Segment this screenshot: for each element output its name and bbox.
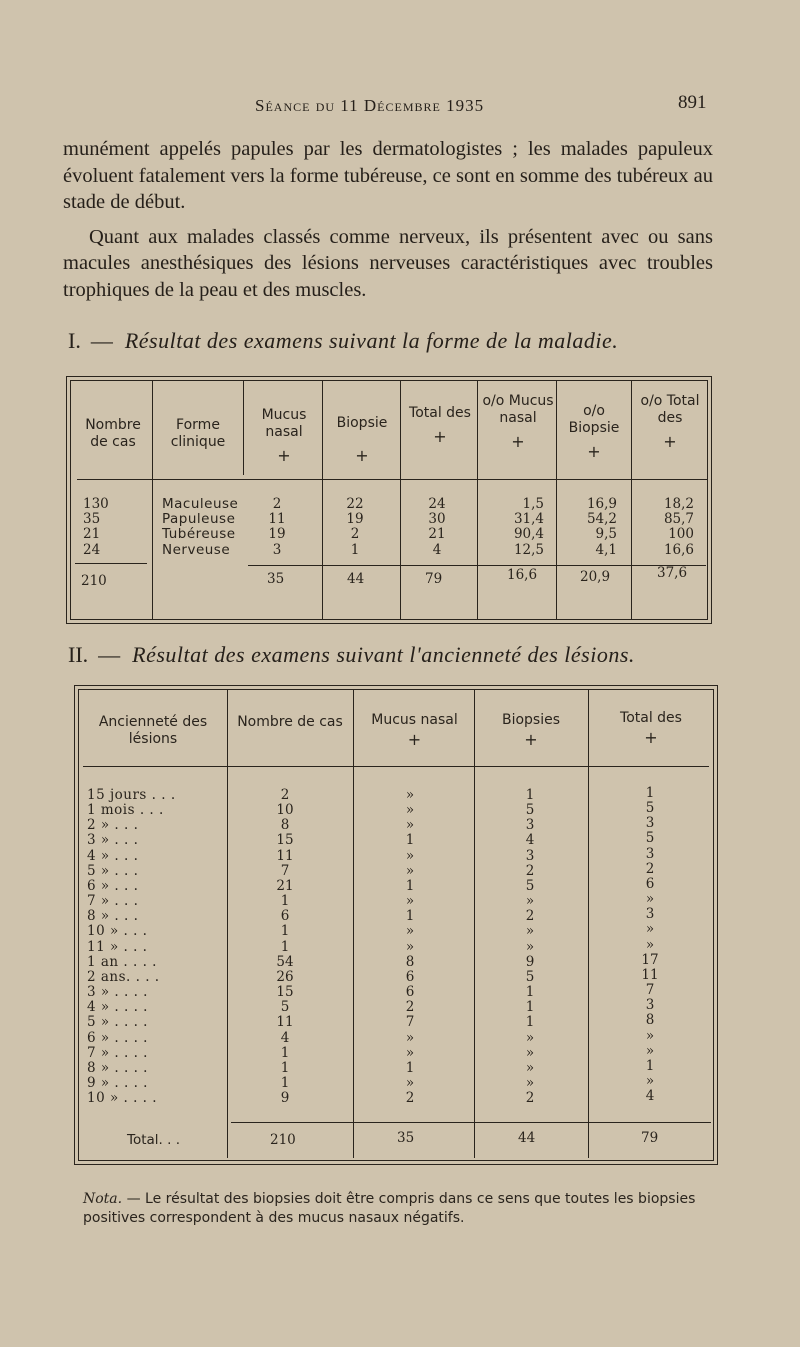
table-cell: 3 » . . . . <box>87 984 148 1001</box>
table2-header-nombre: Nombre de cas <box>237 714 343 730</box>
table-cell: 1 an . . . . <box>87 953 157 970</box>
table-cell: 1 <box>280 1059 290 1076</box>
table-cell: 3 <box>645 815 655 832</box>
section-2-numeral: II. <box>68 642 89 667</box>
paragraph-1: munément appelés papules par les dermatologistes ; les malades papuleux évoluent fatalement vers la forme tubéreuse, ce sont en somme des tubéreux au stade de début. <box>63 138 713 213</box>
page-number: 891 <box>678 92 707 113</box>
table-cell: » <box>645 1072 655 1089</box>
table1-total-rule <box>75 563 147 564</box>
table-cell: 21 <box>276 877 294 894</box>
table-cell: » <box>525 1074 535 1091</box>
table-cell: 1,5 <box>522 496 544 512</box>
table-cell: 1 <box>350 541 360 558</box>
table-cell: 4 <box>280 1029 290 1046</box>
table-cell: 15 <box>276 832 294 849</box>
table-cell: 19 <box>268 526 286 543</box>
table-cell: 5 <box>525 802 535 819</box>
table2-col-nombre <box>255 788 315 1106</box>
table1-col-divider <box>243 381 244 475</box>
table-cell: 11 <box>641 966 659 983</box>
table-cell: 2 <box>525 908 535 925</box>
table-cell: 18,2 <box>663 496 694 512</box>
table2-header-biopsies: Biopsies + <box>501 712 561 749</box>
table-cell: » <box>525 923 535 940</box>
table-cell: 5 » . . . <box>87 862 139 879</box>
table-cell: » <box>405 1029 415 1046</box>
table-cell: 100 <box>668 526 694 543</box>
table-cell: 11 <box>268 511 286 528</box>
table-cell: 24 <box>428 496 446 512</box>
table-cell: 6 » . . . . <box>87 1029 148 1046</box>
table-cell: 3 <box>525 817 535 834</box>
table-cell: 7 » . . . . <box>87 1044 148 1061</box>
table1-total-rule <box>248 565 706 566</box>
table-cell: 5 <box>525 877 535 894</box>
table-cell: 9,5 <box>595 526 617 543</box>
table-cell: 2 <box>525 1090 535 1107</box>
table-cell: 4 <box>432 541 442 558</box>
table-cell: 1 <box>280 1074 290 1091</box>
table-cell: 7 <box>405 1014 415 1031</box>
table-cell: » <box>645 921 655 938</box>
table-cell: 1 <box>525 1014 535 1031</box>
table-cell: » <box>405 847 415 864</box>
table-cell: 6 » . . . <box>87 877 139 894</box>
table-cell: 8 » . . . <box>87 908 139 925</box>
table-cell: 1 <box>405 877 415 894</box>
section-1-dash: — <box>90 328 113 353</box>
table-cell: 85,7 <box>663 511 694 528</box>
table-cell: 30 <box>428 511 446 528</box>
table-cell: 7 <box>280 862 290 879</box>
table-cell: 54,2 <box>586 511 617 528</box>
table-cell: 24 <box>83 541 101 558</box>
table2-col-divider <box>227 690 228 1158</box>
table-cell: 3 <box>272 541 282 558</box>
table-cell: 3 <box>525 847 535 864</box>
table2-col-biopsies <box>500 788 560 1106</box>
section-title-1 <box>68 328 618 354</box>
table-cell: » <box>525 938 535 955</box>
table-cell: 4 » . . . <box>87 847 139 864</box>
table1-total-pct-total: 37,6 <box>657 565 688 581</box>
table-forme-maladie <box>66 376 712 624</box>
table-cell: 10 » . . . <box>87 923 148 940</box>
table-cell: 22 <box>346 496 364 512</box>
table-cell: 9 » . . . . <box>87 1074 148 1091</box>
table-cell: 1 <box>525 787 535 803</box>
table1-header-total: Total des + <box>409 405 471 446</box>
section-title-2 <box>68 642 635 668</box>
table2-total-label: Total. . . <box>127 1132 180 1148</box>
table1-col-pct-biopsie <box>567 497 617 558</box>
table-cell: 8 <box>405 953 415 970</box>
footnote-text: — Le résultat des biopsies doit être compris dans ce sens que toutes les biopsies positives correspondent à des mucus nasaux négatifs. <box>83 1191 696 1226</box>
body-text <box>63 136 713 303</box>
table-cell: 2 <box>280 787 290 803</box>
table-cell: 5 <box>645 830 655 847</box>
table-cell: 2 ans. . . . <box>87 968 160 985</box>
table-cell: 1 <box>280 923 290 940</box>
table-cell: Tubéreuse <box>162 526 236 543</box>
table-cell: 8 » . . . . <box>87 1059 148 1076</box>
table2-total-total: 79 <box>641 1130 659 1146</box>
table-cell: 90,4 <box>513 526 544 543</box>
table-cell: 21 <box>83 526 101 543</box>
table-cell: 4,1 <box>595 541 617 558</box>
table-cell: » <box>405 923 415 940</box>
table-anciennete-lesions <box>74 685 718 1165</box>
table1-header-forme: Forme clinique <box>170 417 226 450</box>
table2-col-total <box>620 786 680 1104</box>
table1-col-divider <box>152 381 153 619</box>
table2-total-rule <box>231 1122 711 1123</box>
table-cell: 7 » . . . <box>87 893 139 910</box>
table1-total-mucus: 35 <box>267 571 285 587</box>
table-cell: 17 <box>641 951 659 968</box>
table-cell: » <box>405 862 415 879</box>
table1-col-forme <box>162 497 242 558</box>
table2-header-total: Total des + <box>620 710 682 747</box>
table-cell: 3 <box>645 997 655 1014</box>
table1-total-pct-biopsie: 20,9 <box>580 569 611 585</box>
table-cell: 5 » . . . . <box>87 1014 148 1031</box>
table-cell: 1 <box>405 832 415 849</box>
table1-col-divider <box>477 381 478 619</box>
table-cell: » <box>525 1029 535 1046</box>
table-cell: » <box>645 1042 655 1059</box>
running-head <box>0 90 800 120</box>
table1-total-total: 79 <box>425 571 443 587</box>
table1-col-pct-mucus <box>492 497 544 558</box>
table-cell: 15 jours . . . <box>87 787 176 803</box>
table-cell: 19 <box>346 511 364 528</box>
table-cell: 5 <box>525 968 535 985</box>
table-cell: 130 <box>83 496 109 512</box>
table-cell: » <box>405 893 415 910</box>
table-cell: 2 <box>405 1090 415 1107</box>
section-1-title: Résultat des examens suivant la forme de la maladie. <box>124 328 619 353</box>
table2-col-anciennete <box>87 788 227 1106</box>
table1-header-pct-mucus: o/o Mucus nasal + <box>482 393 554 451</box>
table-cell: 3 <box>645 906 655 923</box>
table-cell: 6 <box>405 968 415 985</box>
table1-col-divider <box>631 381 632 619</box>
table-cell: 7 <box>645 982 655 999</box>
table-cell: Nerveuse <box>162 541 231 558</box>
table1-total-nombre: 210 <box>81 573 107 589</box>
table2-col-divider <box>353 690 354 1158</box>
table-cell: 2 <box>525 862 535 879</box>
table1-col-nombre <box>83 497 143 558</box>
table-cell: » <box>525 1044 535 1061</box>
table-cell: 1 mois . . . <box>87 802 164 819</box>
table-cell: » <box>645 1027 655 1044</box>
table1-col-biopsie <box>335 497 375 558</box>
table-cell: » <box>405 787 415 803</box>
table-cell: 1 <box>405 1059 415 1076</box>
table1-header-nombre: Nombre de cas <box>85 417 141 450</box>
table-cell: 1 <box>280 938 290 955</box>
table-cell: 11 <box>276 1014 294 1031</box>
table-cell: 3 <box>645 845 655 862</box>
table1-total-pct-mucus: 16,6 <box>507 567 538 583</box>
table-cell: 1 <box>280 1044 290 1061</box>
table-cell: » <box>525 893 535 910</box>
table-cell: 12,5 <box>513 541 544 558</box>
running-title: Séance du 11 Décembre 1935 <box>255 96 485 115</box>
table2-header-anciennete: Ancienneté des lésions <box>98 714 208 747</box>
table-cell: » <box>405 1074 415 1091</box>
table-cell: » <box>525 1059 535 1076</box>
table1-col-total <box>417 497 457 558</box>
table1-col-divider <box>556 381 557 619</box>
table-cell: 1 <box>525 984 535 1001</box>
table-cell: 1 <box>645 785 655 801</box>
table-cell: 5 <box>645 800 655 817</box>
table-cell: 5 <box>280 999 290 1016</box>
table-cell: 21 <box>428 526 446 543</box>
table-cell: 4 » . . . . <box>87 999 148 1016</box>
table1-header-pct-biopsie: o/o Biopsie + <box>568 403 620 461</box>
table-cell: 1 <box>645 1057 655 1074</box>
table2-total-biopsies: 44 <box>518 1130 536 1146</box>
table-cell: 1 <box>280 893 290 910</box>
table-cell: 11 <box>276 847 294 864</box>
table-cell: 31,4 <box>513 511 544 528</box>
table-cell: 9 <box>525 953 535 970</box>
table-cell: 6 <box>405 984 415 1001</box>
table-cell: 10 <box>276 802 294 819</box>
table-cell: » <box>405 938 415 955</box>
table-cell: 11 » . . . <box>87 938 148 955</box>
table2-header-rule <box>83 766 709 767</box>
section-2-dash: — <box>98 642 121 667</box>
table1-header-rule <box>77 479 707 480</box>
table-cell: » <box>405 1044 415 1061</box>
table2-col-divider <box>588 690 589 1158</box>
table-cell: Maculeuse <box>162 496 239 512</box>
table-cell: Papuleuse <box>162 511 236 528</box>
table-cell: 35 <box>83 511 101 528</box>
table-cell: 1 <box>525 999 535 1016</box>
table1-total-biopsie: 44 <box>347 571 365 587</box>
table-cell: 2 <box>272 496 282 512</box>
table-cell: 10 » . . . . <box>87 1090 158 1107</box>
table-cell: 2 <box>350 526 360 543</box>
table2-header-mucus: Mucus nasal + <box>371 712 458 749</box>
table-cell: 2 » . . . <box>87 817 139 834</box>
table-cell: 4 <box>525 832 535 849</box>
table-cell: 16,6 <box>663 541 694 558</box>
paragraph-2: Quant aux malades classés comme nerveux, ils présentent avec ou sans macules anesthésiques des lésions nerveuses caractéristiques avec troubles trophiques de la peau et des muscles. <box>63 225 713 301</box>
table-cell: 8 <box>645 1012 655 1029</box>
table2-col-mucus <box>380 788 440 1106</box>
table1-col-mucus <box>257 497 297 558</box>
section-2-title: Résultat des examens suivant l'ancienneté des lésions. <box>132 642 635 667</box>
table1-col-divider <box>400 381 401 619</box>
table-cell: 15 <box>276 984 294 1001</box>
table-cell: 2 <box>645 860 655 877</box>
table-cell: 2 <box>405 999 415 1016</box>
table2-total-mucus: 35 <box>397 1130 415 1146</box>
table-cell: 6 <box>645 875 655 892</box>
table-cell: 26 <box>276 968 294 985</box>
table1-header-biopsie: Biopsie + <box>336 415 388 465</box>
table1-header-pct-total: o/o Total des + <box>640 393 700 451</box>
table-cell: » <box>405 802 415 819</box>
table1-header-mucus: Mucus nasal + <box>261 407 307 465</box>
footnote <box>83 1190 723 1228</box>
table-cell: 4 <box>645 1088 655 1105</box>
table-cell: 1 <box>405 908 415 925</box>
table-cell: » <box>645 891 655 908</box>
table-cell: 8 <box>280 817 290 834</box>
table-cell: » <box>405 817 415 834</box>
table-cell: » <box>645 936 655 953</box>
table-cell: 3 » . . . <box>87 832 139 849</box>
table-cell: 16,9 <box>586 496 617 512</box>
table2-col-divider <box>474 690 475 1158</box>
table1-col-pct-total <box>642 497 694 558</box>
table2-total-nombre: 210 <box>270 1132 296 1148</box>
table1-col-divider <box>322 381 323 619</box>
table-cell: 6 <box>280 908 290 925</box>
table-cell: 9 <box>280 1090 290 1107</box>
section-1-numeral: I. <box>68 328 81 353</box>
table-cell: 54 <box>276 953 294 970</box>
footnote-label: Nota. <box>83 1191 123 1207</box>
